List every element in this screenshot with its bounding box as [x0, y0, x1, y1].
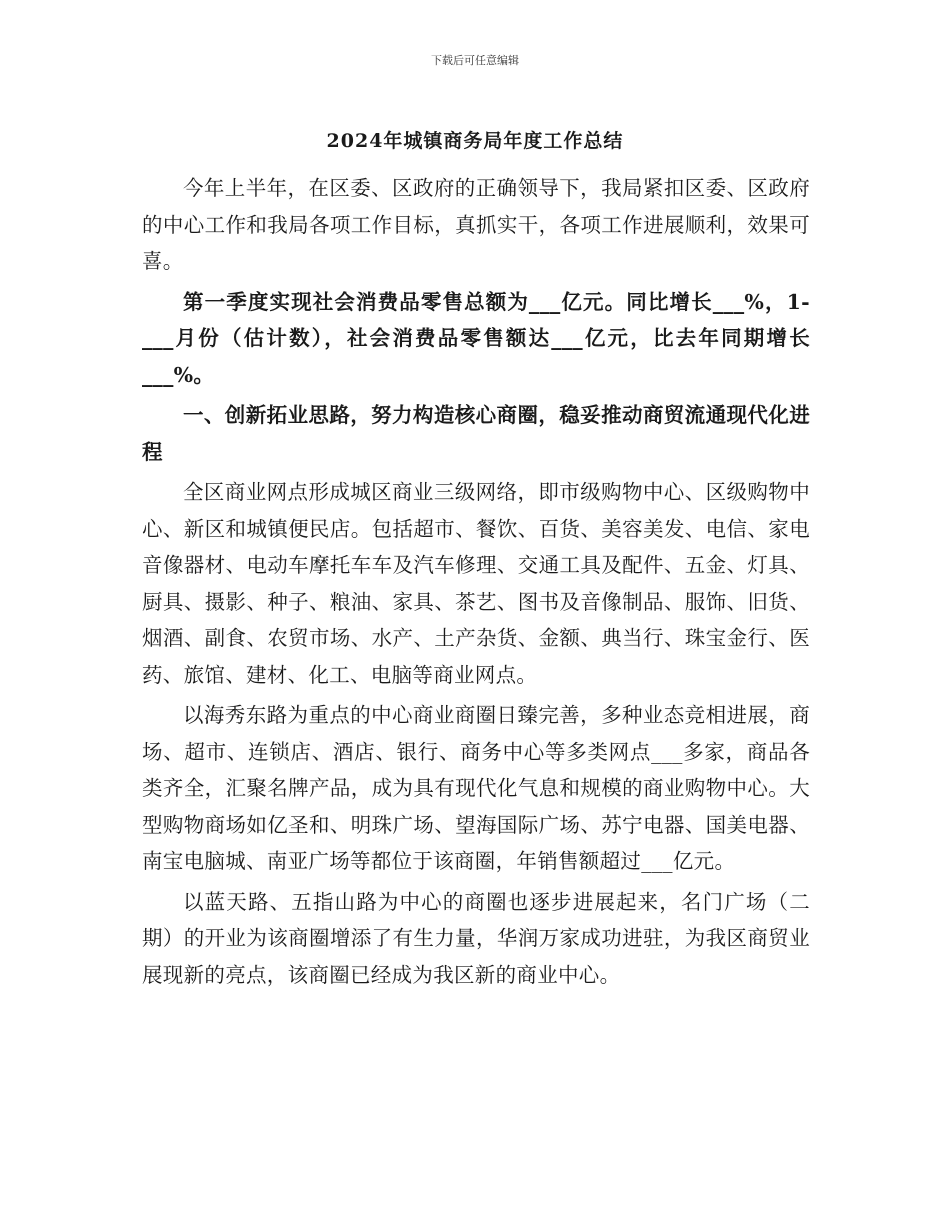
page-header-note: 下载后可任意编辑 — [431, 54, 519, 67]
paragraph-new-district: 以蓝天路、五指山路为中心的商圈也逐步进展起来，名门广场（二期）的开业为该商圈增添了有生力量，华润万家成功进驻，为我区商贸业展现新的亮点，该商圈已经成为我区新的商业中心。 — [142, 889, 810, 987]
paragraph-q1-summary: 第一季度实现社会消费品零售总额为___亿元。同比增长___%，1-___月份（估计数），社会消费品零售额达___亿元，比去年同期增长___%。 — [142, 289, 810, 387]
paragraph-central-district: 以海秀东路为重点的中心商业商圈日臻完善，多种业态竞相进展，商场、超市、连锁店、酒店、银行、商务中心等多类网点___多家，商品各类齐全，汇聚名牌产品，成为具有现代化气息和规模的商业购物中心。大型购物商场如亿圣和、明珠广场、望海国际广场、苏宁电器、国美电器、南宝电脑城、南亚广场等都位于该商圈，年销售额超过___亿元。 — [142, 703, 810, 873]
paragraph-intro: 今年上半年，在区委、区政府的正确领导下，我局紧扣区委、区政府的中心工作和我局各项工作目标，真抓实干，各项工作进展顺利，效果可喜。 — [142, 176, 810, 273]
section-heading-1: 一、创新拓业思路，努力构造核心商圈，稳妥推动商贸流通现代化进程 — [142, 403, 810, 464]
paragraph-network: 全区商业网点形成城区商业三级网络，即市级购物中心、区级购物中心、新区和城镇便民店。包括超市、餐饮、百货、美容美发、电信、家电音像器材、电动车摩托车车及汽车修理、交通工具及配件、五金、灯具、厨具、摄影、种子、粮油、家具、茶艺、图书及音像制品、服饰、旧货、烟酒、副食、农贸市场、水产、土产杂货、金额、典当行、珠宝金行、医药、旅馆、建材、化工、电脑等商业网点。 — [142, 480, 810, 687]
document-title: 2024年城镇商务局年度工作总结 — [326, 130, 624, 152]
document-body — [142, 170, 810, 997]
